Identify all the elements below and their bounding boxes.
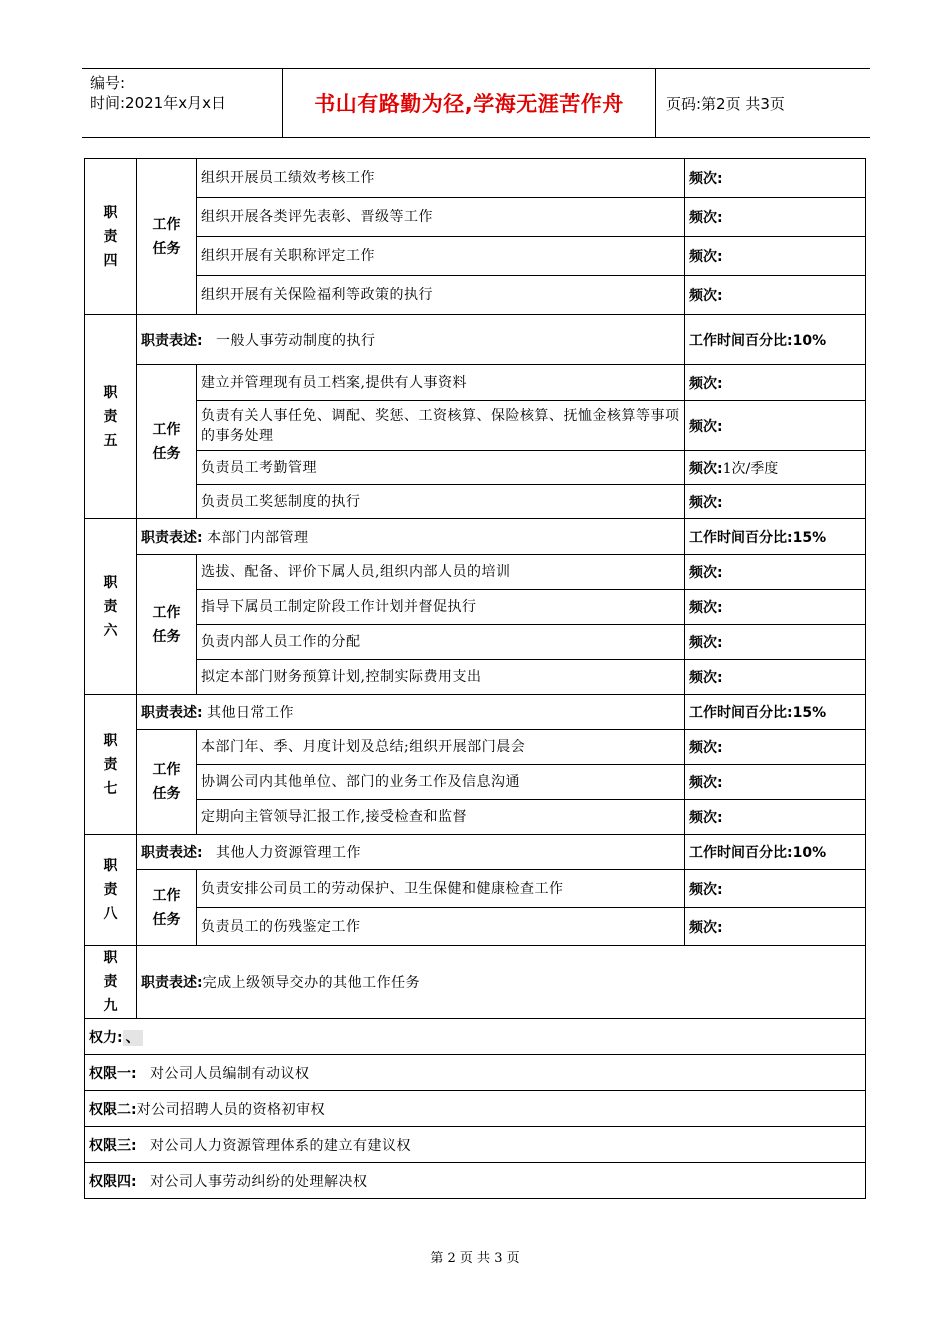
table-row — [85, 908, 866, 946]
page-footer: 第 2 页 共 3 页 — [430, 1251, 520, 1266]
table-row — [85, 1163, 866, 1199]
time-percentage: 工作时间百分比:10% — [685, 835, 866, 870]
table-row — [85, 1127, 866, 1163]
frequency: 频次: — [685, 198, 866, 237]
task-text: 负责有关人事任免、调配、奖惩、工资核算、保险核算、抚恤金核算等事项的事务处理 — [197, 401, 685, 451]
number-label: 编号: — [90, 74, 126, 92]
work-task-label: 工作 任务 — [137, 870, 197, 946]
permission-item: 权限三: 对公司人力资源管理体系的建立有建议权 — [85, 1127, 866, 1163]
duty-description: 职责表述: 其他人力资源管理工作 — [137, 835, 685, 870]
permission-item: 权限一: 对公司人员编制有动议权 — [85, 1055, 866, 1091]
duty-label: 职 责 四 — [85, 159, 137, 315]
header-meta — [82, 69, 282, 137]
frequency: 频次: — [685, 159, 866, 198]
table-row — [85, 695, 866, 730]
task-text: 拟定本部门财务预算计划,控制实际费用支出 — [197, 660, 685, 695]
table-row — [85, 946, 866, 1019]
duty-label: 职 责 九 — [85, 946, 137, 1019]
task-text: 组织开展各类评先表彰、晋级等工作 — [197, 198, 685, 237]
table-row — [85, 1019, 866, 1055]
table-row — [85, 198, 866, 237]
work-task-label: 工作 任务 — [137, 555, 197, 695]
task-text: 负责员工的伤残鉴定工作 — [197, 908, 685, 946]
frequency: 频次: — [685, 401, 866, 451]
frequency: 频次: — [685, 660, 866, 695]
table-row — [85, 519, 866, 555]
table-row — [85, 276, 866, 315]
task-text: 组织开展有关职称评定工作 — [197, 237, 685, 276]
table-row — [85, 835, 866, 870]
frequency: 频次: — [685, 800, 866, 835]
table-row — [85, 237, 866, 276]
permission-item: 权限四: 对公司人事劳动纠纷的处理解决权 — [85, 1163, 866, 1199]
table-row — [85, 1055, 866, 1091]
frequency: 频次: — [685, 870, 866, 908]
table-row — [85, 800, 866, 835]
table-row — [85, 625, 866, 660]
task-text: 组织开展有关保险福利等政策的执行 — [197, 276, 685, 315]
frequency: 频次: — [685, 485, 866, 519]
time-percentage: 工作时间百分比:15% — [685, 695, 866, 730]
time-percentage: 工作时间百分比:10% — [685, 315, 866, 365]
work-task-label: 工作 任务 — [137, 365, 197, 519]
task-text: 负责员工奖惩制度的执行 — [197, 485, 685, 519]
frequency: 频次: — [685, 365, 866, 401]
table-row — [85, 485, 866, 519]
duty-label: 职 责 七 — [85, 695, 137, 835]
work-task-label: 工作 任务 — [137, 159, 197, 315]
task-text: 协调公司内其他单位、部门的业务工作及信息沟通 — [197, 765, 685, 800]
page-info: 页码:第2页 共3页 — [666, 94, 785, 113]
duty-description: 职责表述:完成上级领导交办的其他工作任务 — [137, 946, 866, 1019]
table-row — [85, 870, 866, 908]
task-text: 负责安排公司员工的劳动保护、卫生保健和健康检查工作 — [197, 870, 685, 908]
table-row — [85, 1091, 866, 1127]
table-row — [85, 365, 866, 401]
frequency: 频次: — [685, 237, 866, 276]
permission-item: 权限二:对公司招聘人员的资格初审权 — [85, 1091, 866, 1127]
frequency: 频次: — [685, 555, 866, 590]
power-heading: 权力: 、 — [85, 1019, 866, 1055]
table-row — [85, 765, 866, 800]
frequency: 频次: — [685, 625, 866, 660]
task-text: 定期向主管领导汇报工作,接受检查和监督 — [197, 800, 685, 835]
work-task-label: 工作 任务 — [137, 730, 197, 835]
duty-description: 职责表述: 一般人事劳动制度的执行 — [137, 315, 685, 365]
frequency: 频次: — [685, 590, 866, 625]
table-row — [85, 401, 866, 451]
frequency: 频次: — [685, 765, 866, 800]
task-text: 选拔、配备、评价下属人员,组织内部人员的培训 — [197, 555, 685, 590]
task-text: 建立并管理现有员工档案,提供有人事资料 — [197, 365, 685, 401]
table-row — [85, 159, 866, 198]
task-text: 本部门年、季、月度计划及总结;组织开展部门晨会 — [197, 730, 685, 765]
task-text: 负责内部人员工作的分配 — [197, 625, 685, 660]
table-row — [85, 590, 866, 625]
page-header — [82, 68, 870, 138]
time-percentage: 工作时间百分比:15% — [685, 519, 866, 555]
duty-label: 职 责 六 — [85, 519, 137, 695]
table-row — [85, 451, 866, 485]
task-text: 负责员工考勤管理 — [197, 451, 685, 485]
duty-label: 职 责 五 — [85, 315, 137, 519]
frequency: 频次: — [685, 908, 866, 946]
table-row — [85, 730, 866, 765]
motto: 书山有路勤为径,学海无涯苦作舟 — [282, 69, 656, 137]
frequency: 频次: — [685, 276, 866, 315]
duty-description: 职责表述: 本部门内部管理 — [137, 519, 685, 555]
frequency: 频次: — [685, 730, 866, 765]
duty-description: 职责表述: 其他日常工作 — [137, 695, 685, 730]
table-row — [85, 555, 866, 590]
duty-label: 职 责 八 — [85, 835, 137, 946]
time-label: 时间:2021年x月x日 — [90, 94, 226, 112]
table-row — [85, 315, 866, 365]
frequency: 频次:1次/季度 — [685, 451, 866, 485]
table-row — [85, 660, 866, 695]
task-text: 组织开展员工绩效考核工作 — [197, 159, 685, 198]
duty-table — [84, 158, 866, 1199]
task-text: 指导下属员工制定阶段工作计划并督促执行 — [197, 590, 685, 625]
